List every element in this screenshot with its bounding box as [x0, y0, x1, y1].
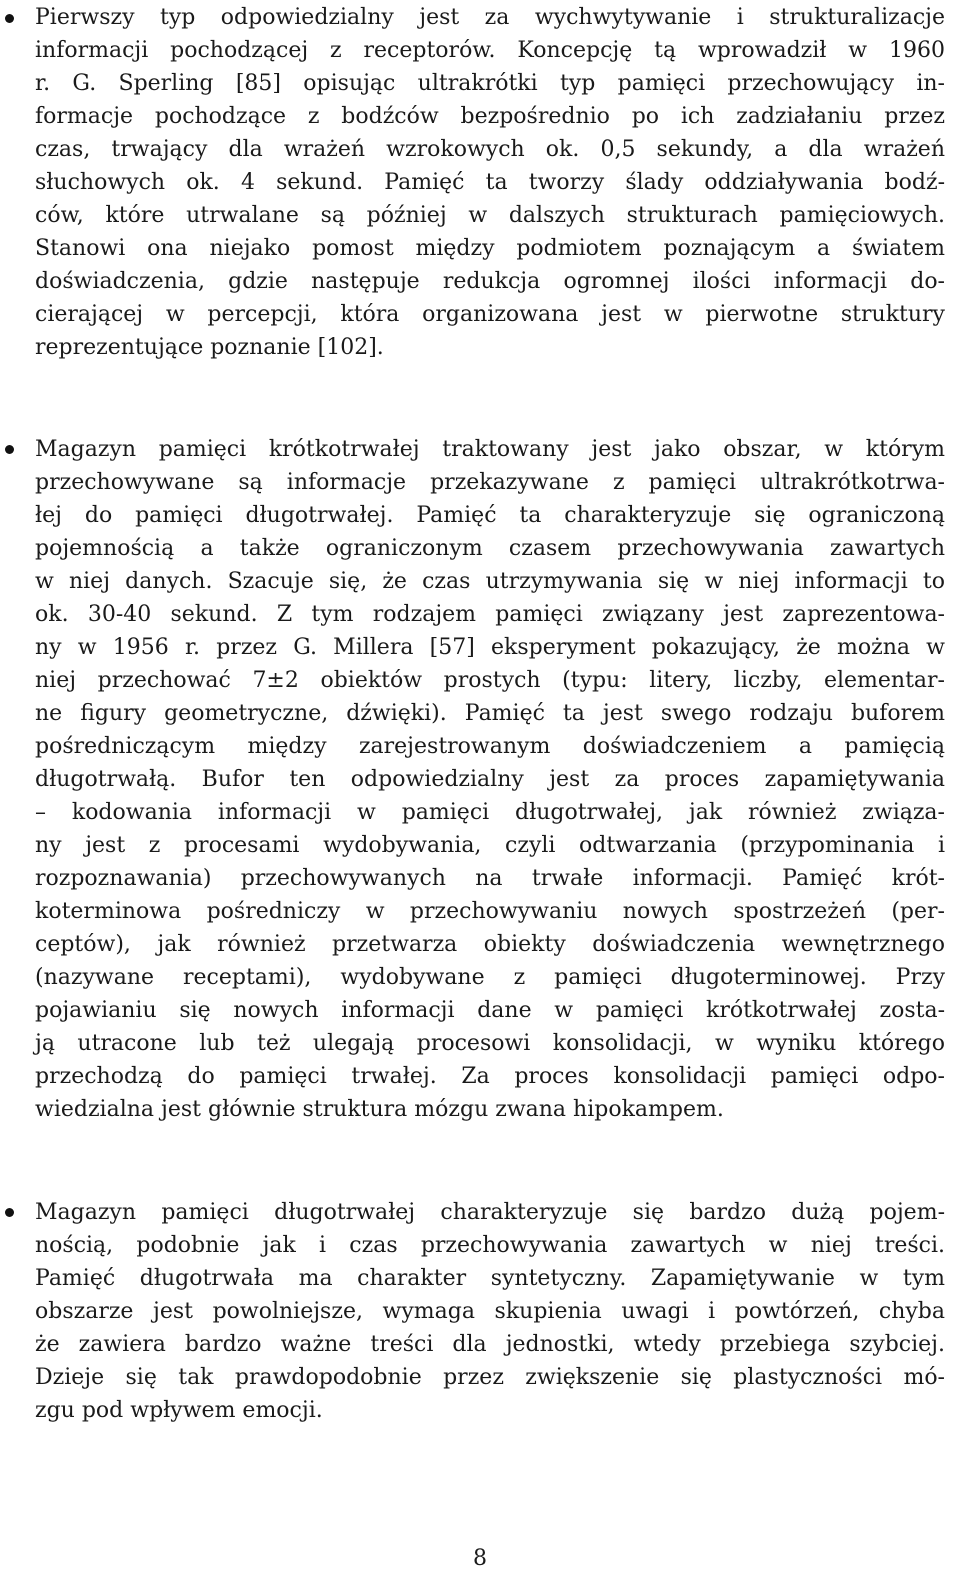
text-line: pojemnością a także ograniczonym czasem przechowywania zawartych — [35, 536, 945, 561]
text-line: (nazywane receptami), wydobywane z pamięci długoterminowej. Przy — [35, 965, 945, 990]
text-line: przechowywane są informacje przekazywane z pamięci ultrakrótkotrwa- — [35, 470, 945, 495]
page-number: 8 — [473, 1546, 487, 1571]
text-line: czas, trwający dla wrażeń wzrokowych ok. 0,5 sekundy, a dla wrażeń — [35, 137, 945, 162]
text-line: Magazyn pamięci długotrwałej charakteryzuje się bardzo dużą pojem- — [35, 1200, 945, 1225]
text-line: informacji pochodzącej z receptorów. Koncepcję tą wprowadził w 1960 — [35, 38, 945, 63]
text-line: reprezentujące poznanie [102]. — [35, 335, 384, 360]
text-line: łej do pamięci długotrwałej. Pamięć ta charakteryzuje się ograniczoną — [35, 503, 945, 528]
text-line: ny jest z procesami wydobywania, czyli odtwarzania (przypominania i — [35, 833, 945, 858]
text-line: koterminowa pośredniczy w przechowywaniu nowych spostrzeżeń (per- — [35, 899, 945, 924]
text-line: Dzieje się tak prawdopodobnie przez zwiększenie się plastyczności mó- — [35, 1365, 945, 1390]
text-line: doświadczenia, gdzie następuje redukcja ogromnej ilości informacji do- — [35, 269, 945, 294]
text-line: Magazyn pamięci krótkotrwałej traktowany jest jako obszar, w którym — [35, 437, 945, 462]
text-line: formacje pochodzące z bodźców bezpośrednio po ich zadziałaniu przez — [35, 104, 945, 129]
text-line: ceptów), jak również przetwarza obiekty doświadczenia wewnętrznego — [35, 932, 945, 957]
bullet-icon — [5, 445, 14, 454]
text-line: że zawiera bardzo ważne treści dla jednostki, wtedy przebiega szybciej. — [35, 1332, 945, 1357]
text-line: długotrwałą. Bufor ten odpowiedzialny jest za proces zapamiętywania — [35, 767, 945, 792]
text-line: pośredniczącym między zarejestrowanym doświadczeniem a pamięcią — [35, 734, 945, 759]
bullet-icon — [5, 14, 14, 23]
text-line: r. G. Sperling [85] opisując ultrakrótki typ pamięci przechowujący in- — [35, 71, 945, 96]
text-line: Stanowi ona niejako pomost między podmiotem poznającym a światem — [35, 236, 945, 261]
text-line: ją utracone lub też ulegają procesowi konsolidacji, w wyniku którego — [35, 1031, 945, 1056]
text-line: Pamięć długotrwała ma charakter syntetyczny. Zapamiętywanie w tym — [35, 1266, 945, 1291]
text-line: słuchowych ok. 4 sekund. Pamięć ta tworzy ślady oddziaływania bodź- — [35, 170, 945, 195]
text-line: nością, podobnie jak i czas przechowywania zawartych w niej treści. — [35, 1233, 945, 1258]
text-line: ny w 1956 r. przez G. Millera [57] eksperyment pokazujący, że można w — [35, 635, 945, 660]
text-line: ne figury geometryczne, dźwięki). Pamięć ta jest swego rodzaju buforem — [35, 701, 945, 726]
text-line: ok. 30-40 sekund. Z tym rodzajem pamięci związany jest zaprezentowa- — [35, 602, 945, 627]
text-line: ców, które utrwalane są później w dalszych strukturach pamięciowych. — [35, 203, 945, 228]
text-line: niej przechować 7±2 obiektów prostych (typu: litery, liczby, elementar- — [35, 668, 945, 693]
text-line: wiedzialna jest głównie struktura mózgu zwana hipokampem. — [35, 1097, 724, 1122]
bullet-icon — [5, 1208, 14, 1217]
text-line: pojawianiu się nowych informacji dane w pamięci krótkotrwałej zosta- — [35, 998, 945, 1023]
text-line: obszarze jest powolniejsze, wymaga skupienia uwagi i powtórzeń, chyba — [35, 1299, 945, 1324]
text-line: cierającej w percepcji, która organizowana jest w pierwotne struktury — [35, 302, 945, 327]
text-line: przechodzą do pamięci trwałej. Za proces konsolidacji pamięci odpo- — [35, 1064, 945, 1089]
text-line: w niej danych. Szacuje się, że czas utrzymywania się w niej informacji to — [35, 569, 945, 594]
text-line: rozpoznawania) przechowywanych na trwałe informacji. Pamięć krót- — [35, 866, 945, 891]
text-line: zgu pod wpływem emocji. — [35, 1398, 323, 1423]
text-line: Pierwszy typ odpowiedzialny jest za wychwytywanie i strukturalizacje — [35, 5, 945, 30]
text-line: – kodowania informacji w pamięci długotrwałej, jak również związa- — [35, 800, 945, 825]
